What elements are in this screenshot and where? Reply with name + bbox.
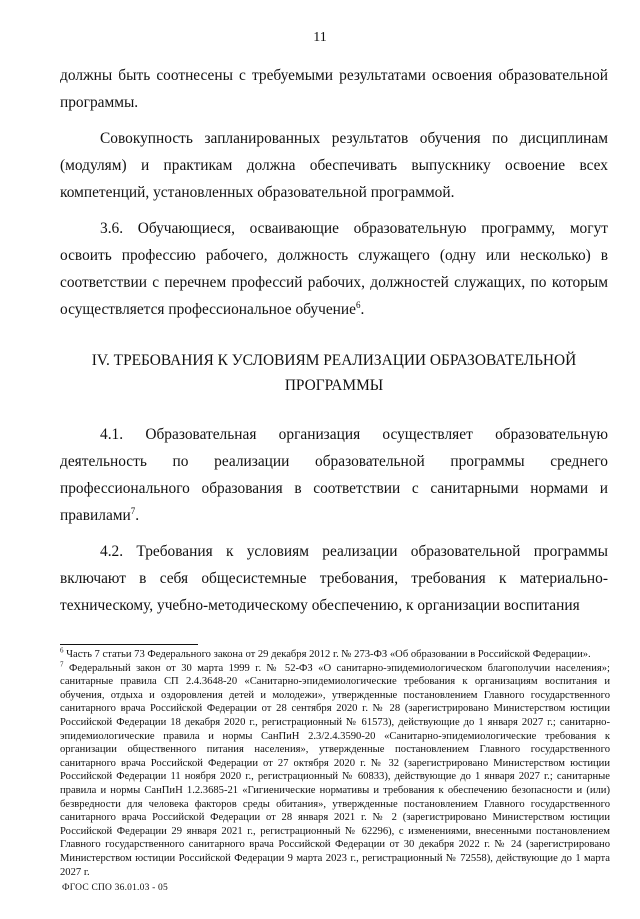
footnote: $^7$ Федеральный закон от 30 марта 1999 г. № 52-ФЗ «О санитарно-эпидемиологическом благополучии населения»; санитарные правила СП 2.4.3648-20 «Санитарно-эпидемиологические требования к организациям воспитания и обучения, отдыха и оздоровления детей и молодежи», утвержденные постановлением Главного государственного санитарного врача Российской Федерации от 28 сентября 2020 г. № 28 (зарегистрировано Министерством юстиции Российской Федерации 18 декабря 2020 г., регистрационный № 61573), действующие до 1 января 2027 г.; санитарно-эпидемиологические правила и нормы СанПиН 2.3/2.4.3590-20 «Санитарно-эпидемиологические требования к организации общественного питания населения», утвержденные постановлением Главного государственного санитарного врача Российской Федерации от 27 октября 2020 г. № 32 (зарегистрировано Министерством юстиции Российской Федерации 11 ноября 2020 г., регистрационный № 60833), действующие до 1 января 2027 г.; санитарные правила и нормы СанПиН 1.2.3685-21 «Гигиенические нормативы и требования к обеспечению безопасности и (или) безвредности для человека факторов среды обитания», утвержденные постановлением Главного государственного санитарного врача Российской Федерации от 28 января 2021 г. № 2 (зарегистрировано Министерством юстиции Российской Федерации 29 января 2021 г., регистрационный № 62296), с изменениями, внесенными постановлением Главного государственного санитарного врача Российской Федерации от 30 декабря 2022 г. № 24 (зарегистрировано Министерством юстиции Российской Федерации 9 марта 2023 г., регистрационный № 72558), действующие до 1 марта 2027 г. xyxy=(60,660,610,878)
section-heading: IV. ТРЕБОВАНИЯ К УСЛОВИЯМ РЕАЛИЗАЦИИ ОБРАЗОВАТЕЛЬНОЙ ПРОГРАММЫ xyxy=(91,352,577,394)
paragraph: Совокупность запланированных результатов обучения по дисциплинам (модулям) и практикам должна обеспечивать выпускнику освоение всех компетенций, установленных образовательной программой. xyxy=(60,130,608,201)
paragraph: 4.2. Требования к условиям реализации образовательной программы включают в себя общесистемные требования, требования к материально-техническому, учебно-методическому обеспечению, к организации воспитания xyxy=(60,543,608,614)
paragraph: 3.6. Обучающиеся, осваивающие образовательную программу, могут освоить профессию рабочего, должность служащего (одну или несколько) в соответствии с перечнем профессий рабочих, должностей служащих, по которым осуществляется профессиональное обучение$^6$. xyxy=(60,220,608,318)
footnote-ref[interactable]: 7 xyxy=(130,505,136,516)
footnote-ref[interactable]: 6 xyxy=(355,299,361,310)
main-text xyxy=(60,62,608,628)
document-code: ФГОС СПО 36.01.03 - 05 xyxy=(62,883,168,893)
paragraph: 4.1. Образовательная организация осуществляет образовательную деятельность по реализации образовательной программы среднего профессионального образования в соответствии с санитарными нормами и правилами$^7$. xyxy=(60,426,608,524)
footnote: $^6$ Часть 7 статьи 73 Федерального закона от 29 декабря 2012 г. № 273-ФЗ «Об образовании в Российской Федерации». xyxy=(60,646,591,660)
footnotes xyxy=(60,644,610,879)
paragraph: должны быть соотнесены с требуемыми результатами освоения образовательной программы. xyxy=(60,67,608,111)
page-number: 11 xyxy=(313,30,327,45)
footnote-divider xyxy=(60,644,198,645)
